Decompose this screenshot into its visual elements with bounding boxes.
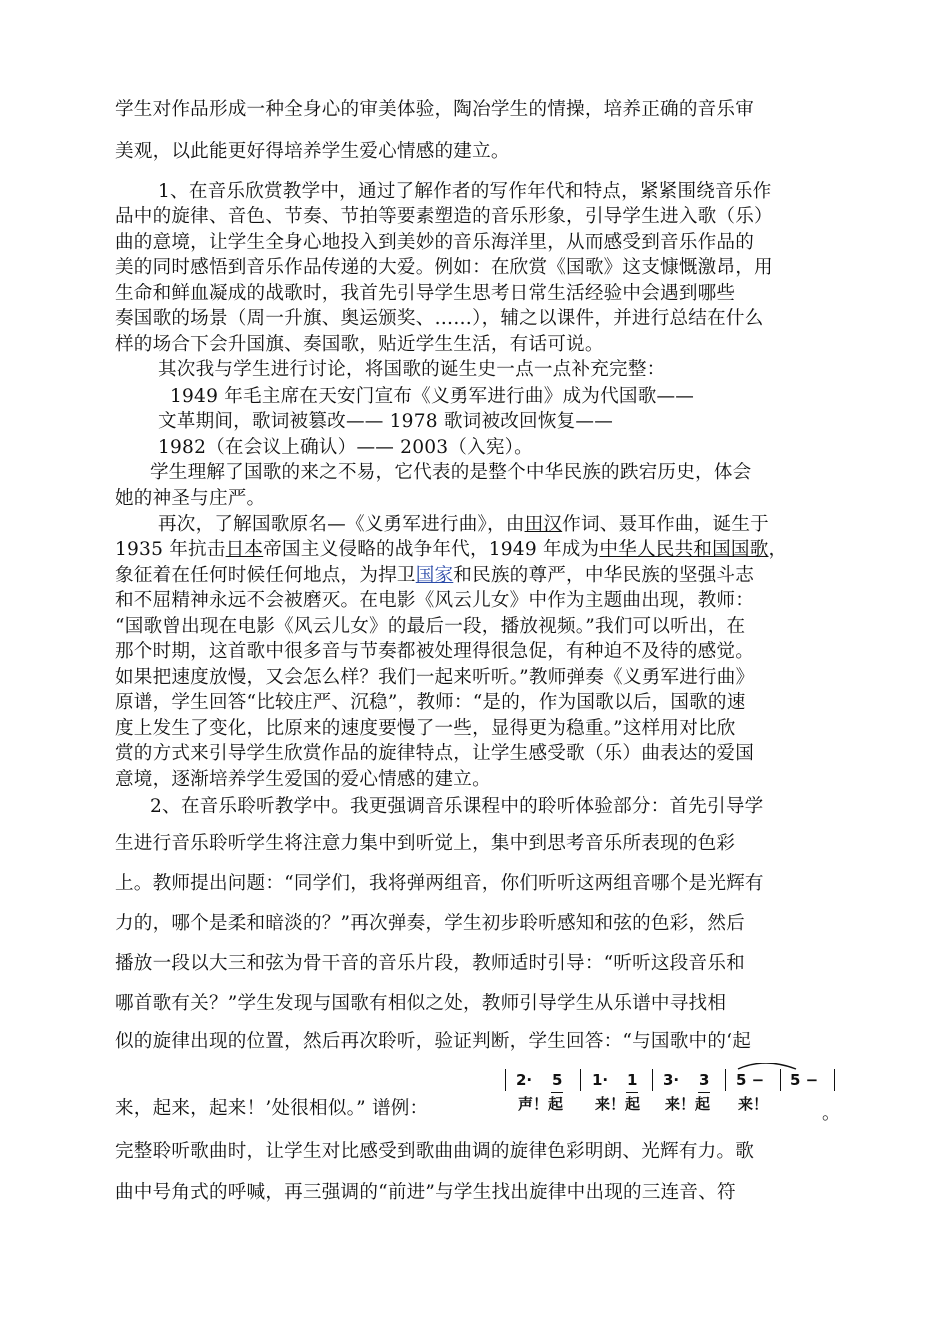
text-line: 意境，逐渐培养学生爱国的爱心情感的建立。 <box>115 769 491 790</box>
text-span: 象征着在任何时候任何地点，为捍卫 <box>115 565 416 586</box>
text-line: 赏的方式来引导学生欣赏作品的旋律特点，让学生感受歌（乐）曲表达的爱国 <box>115 743 754 764</box>
text-span: ， <box>768 539 788 560</box>
lyric: 来！ <box>738 1095 769 1113</box>
text-line: 2、在音乐聆听教学中。我更强调音乐课程中的聆听体验部分：首先引导学 <box>150 796 764 817</box>
text-line: 生进行音乐聆听学生将注意力集中到听觉上，集中到思考音乐所表现的色彩 <box>115 833 736 854</box>
text-line: 那个时期，这首歌中很多音与节奏都被处理得很急促，有种迫不及待的感觉。 <box>115 641 754 662</box>
note: 1· <box>592 1071 609 1089</box>
text-line: “国歌曾出现在电影《风云儿女》的最后一段，播放视频。”我们可以听出，在 <box>115 616 746 637</box>
text-line: 播放一段以大三和弦为骨干音的音乐片段，教师适时引导：“听听这段音乐和 <box>115 953 745 974</box>
text-line: 上。教师提出问题：“同学们，我将弹两组音，你们听听这两组音哪个是光辉有 <box>115 873 764 894</box>
text-line: 曲的意境，让学生全身心地投入到美妙的音乐海洋里，从而感受到音乐作品的 <box>115 232 754 253</box>
note: 3· <box>663 1071 680 1089</box>
text-line: 文革期间，歌词被篡改—— 1978 歌词被改回恢复—— <box>158 411 614 432</box>
music-notation <box>500 1063 840 1123</box>
text-line: 品中的旋律、音色、节奏、节拍等要素塑造的音乐形象，引导学生进入歌（乐） <box>115 206 773 227</box>
period-mark: 。 <box>822 1103 840 1124</box>
text-line: 生命和鲜血凝成的战歌时，我首先引导学生思考日常生活经验中会遇到哪些 <box>115 283 736 304</box>
text-line: 完整聆听歌曲时，让学生对比感受到歌曲曲调的旋律色彩明朗、光辉有力。歌 <box>115 1141 754 1162</box>
text-line: 美的同时感悟到音乐作品传递的大爱。例如：在欣赏《国歌》这支慷慨激昂，用 <box>115 257 773 278</box>
text-line: 度上发生了变化，比原来的速度要慢了一些，显得更为稳重。”这样用对比欣 <box>115 718 736 739</box>
text-line: 哪首歌有关？”学生发现与国歌有相似之处，教师引导学生从乐谱中寻找相 <box>115 993 727 1014</box>
text-line: 美观，以此能更好得培养学生爱心情感的建立。 <box>115 141 510 162</box>
text-line: 其次我与学生进行讨论，将国歌的诞生史一点一点补充完整： <box>158 359 666 380</box>
text-line <box>158 513 769 537</box>
text-line: 来，起来，起来！’处很相似。” 谱例： <box>115 1098 429 1119</box>
text-line: 1949 年毛主席在天安门宣布《义勇军进行曲》成为代国歌—— <box>170 386 695 407</box>
text-span: 和民族的尊严，中华民族的坚强斗志 <box>453 565 754 586</box>
text-span: 1935 年抗击 <box>115 539 226 560</box>
text-line: 1、在音乐欣赏教学中，通过了解作者的写作年代和特点，紧紧围绕音乐作 <box>158 181 772 202</box>
note: 2· <box>516 1071 533 1089</box>
lyric: 来！起 <box>595 1095 641 1113</box>
link-japan[interactable]: 日本 <box>225 539 264 560</box>
lyric: 声！起 <box>518 1095 564 1113</box>
text-line: 她的神圣与庄严。 <box>115 488 266 509</box>
text-line: 似的旋律出现的位置，然后再次聆听，验证判断，学生回答：“与国歌中的‘起 <box>115 1031 752 1052</box>
text-line: 原谱，学生回答“比较庄严、沉稳”，教师：“是的，作为国歌以后，国歌的速 <box>115 692 746 713</box>
text-line: 奏国歌的场景（周一升旗、奥运颁奖、……），辅之以课件，并进行总结在什么 <box>115 308 764 329</box>
text-line: 1982（在会议上确认）—— 2003（入宪）。 <box>158 437 533 458</box>
text-line: 学生对作品形成一种全身心的审美体验，陶冶学生的情操，培养正确的音乐审 <box>115 99 754 120</box>
note: 5 <box>552 1071 563 1089</box>
link-country[interactable]: 国家 <box>415 565 454 586</box>
note: 1 <box>627 1071 638 1089</box>
text-span: 作词、聂耳作曲，诞生于 <box>562 514 769 535</box>
text-line: 学生理解了国歌的来之不易，它代表的是整个中华民族的跌宕历史，体会 <box>150 462 752 483</box>
text-span: 帝国主义侵略的战争年代，1949 年成为 <box>263 539 600 560</box>
note: 5 − <box>790 1071 819 1089</box>
text-line: 曲中号角式的呼喊，再三强调的“前进”与学生找出旋律中出现的三连音、符 <box>115 1182 736 1203</box>
text-line <box>115 538 787 562</box>
link-tian-han[interactable]: 田汉 <box>524 514 563 535</box>
text-span: 再次，了解国歌原名—《义勇军进行曲》，由 <box>158 514 525 535</box>
text-line: 和不屈精神永远不会被磨灭。在电影《风云儿女》中作为主题曲出现，教师： <box>115 590 754 611</box>
text-line <box>115 564 754 588</box>
text-line: 样的场合下会升国旗、奏国歌，贴近学生生活，有话可说。 <box>115 334 604 355</box>
link-national-anthem[interactable]: 中华人民共和国国歌 <box>599 539 769 560</box>
text-line: 如果把速度放慢，又会怎么样？我们一起来听听。”教师弹奏《义勇军进行曲》 <box>115 667 755 688</box>
note: 3 <box>699 1071 710 1089</box>
note: 5 − <box>736 1071 765 1089</box>
text-line: 力的，哪个是柔和暗淡的？”再次弹奏，学生初步聆听感知和弦的色彩，然后 <box>115 913 745 934</box>
lyric: 来！起 <box>665 1095 711 1113</box>
